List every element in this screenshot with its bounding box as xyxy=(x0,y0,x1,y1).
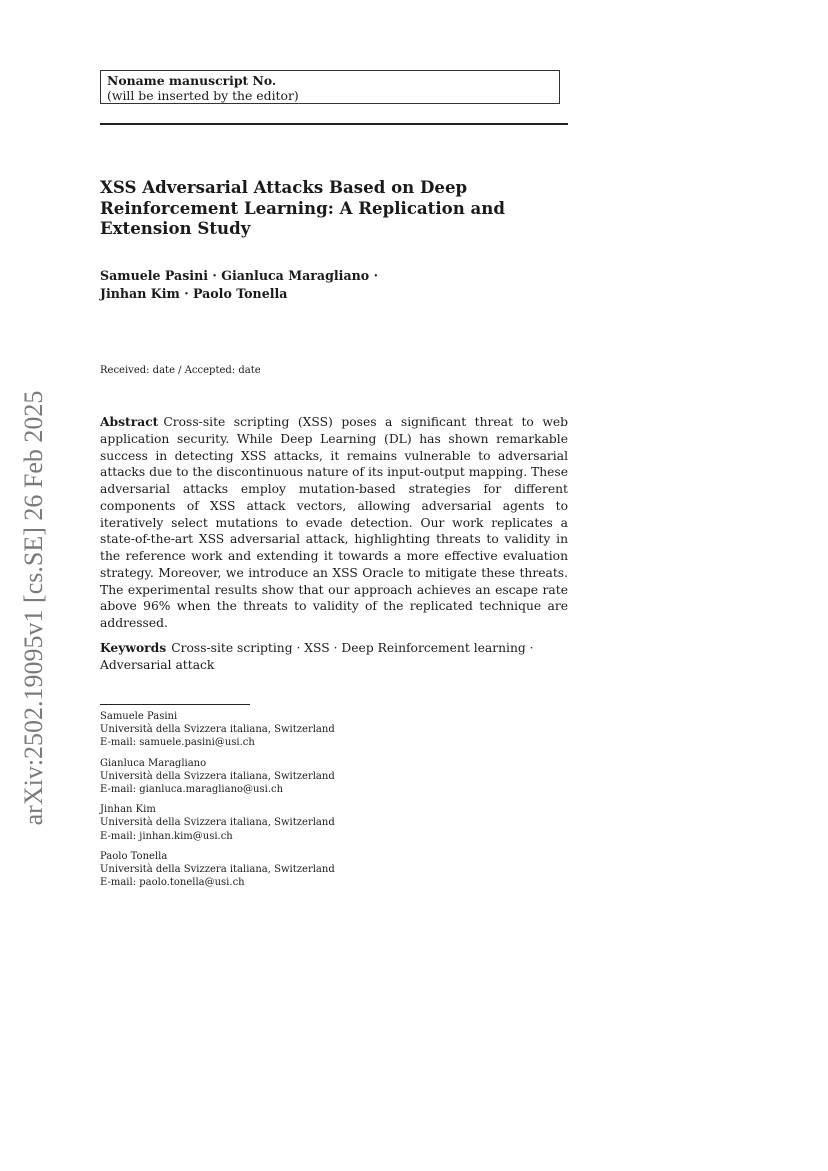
arxiv-identifier-stamp: arXiv:2502.19095v1 [cs.SE] 26 Feb 2025 xyxy=(19,390,48,826)
affiliation-institution: Università della Svizzera italiana, Switzerland xyxy=(100,817,335,829)
editor-notice-box xyxy=(100,70,560,104)
received-accepted-dates: Received: date / Accepted: date xyxy=(100,365,261,376)
affiliation-institution: Università della Svizzera italiana, Switzerland xyxy=(100,864,335,876)
abstract xyxy=(100,414,568,632)
abstract-text: Cross-site scripting (XSS) poses a significant threat to web application security. While Deep Learning (DL) has shown remarkable success in detecting XSS attacks, it remains vulnerable to adversarial attacks due to the discontinuous nature of its input-output mapping. These adversarial attacks employ mutation-based strategies for different components of XSS attack vectors, allowing adversarial agents to iteratively select mutations to evade detection. Our work replicates a state-of-the-art XSS adversarial attack, highlighting threats to validity in the reference work and extending it towards a more effective evaluation strategy. Moreover, we introduce an XSS Oracle to mitigate these threats. The experimental results show that our approach achieves an escape rate above 96% when the threats to validity of the replicated technique are addressed. xyxy=(100,415,569,630)
footnote-rule xyxy=(100,704,250,705)
affiliation-name: Gianluca Maragliano xyxy=(100,757,207,769)
abstract-label: Abstract xyxy=(100,414,159,429)
affiliation-email: E-mail: jinhan.kim@usi.ch xyxy=(100,830,233,842)
affiliation-block xyxy=(100,803,500,843)
keywords-text: Cross-site scripting · XSS · Deep Reinforcement learning · Adversarial attack xyxy=(100,641,534,672)
affiliation-email: E-mail: paolo.tonella@usi.ch xyxy=(100,877,245,889)
title-line: Reinforcement Learning: A Replication and xyxy=(100,197,505,218)
affiliation-name: Samuele Pasini xyxy=(100,711,178,722)
title-line: Extension Study xyxy=(100,218,251,238)
manuscript-number: Noname manuscript No. xyxy=(107,73,277,88)
author-line: Samuele Pasini · Gianluca Maragliano · xyxy=(100,268,378,283)
affiliation-email: E-mail: gianluca.maragliano@usi.ch xyxy=(100,784,284,796)
paper-title xyxy=(100,177,570,239)
editor-note: (will be inserted by the editor) xyxy=(107,88,299,103)
affiliation-institution: Università della Svizzera italiana, Switzerland xyxy=(100,770,335,782)
affiliations xyxy=(100,710,500,896)
keywords-label: Keywords xyxy=(100,640,167,655)
author-line: Jinhan Kim · Paolo Tonella xyxy=(100,286,288,301)
keywords xyxy=(100,640,568,674)
affiliation-name: Jinhan Kim xyxy=(100,804,156,816)
affiliation-email: E-mail: samuele.pasini@usi.ch xyxy=(100,737,255,749)
affiliation-block xyxy=(100,710,500,750)
affiliation-name: Paolo Tonella xyxy=(100,850,168,862)
affiliation-block xyxy=(100,850,500,890)
author-list xyxy=(100,267,570,303)
header-rule xyxy=(100,123,568,125)
affiliation-block xyxy=(100,757,500,797)
title-line: XSS Adversarial Attacks Based on Deep xyxy=(100,177,468,197)
affiliation-institution: Università della Svizzera italiana, Switzerland xyxy=(100,724,335,736)
